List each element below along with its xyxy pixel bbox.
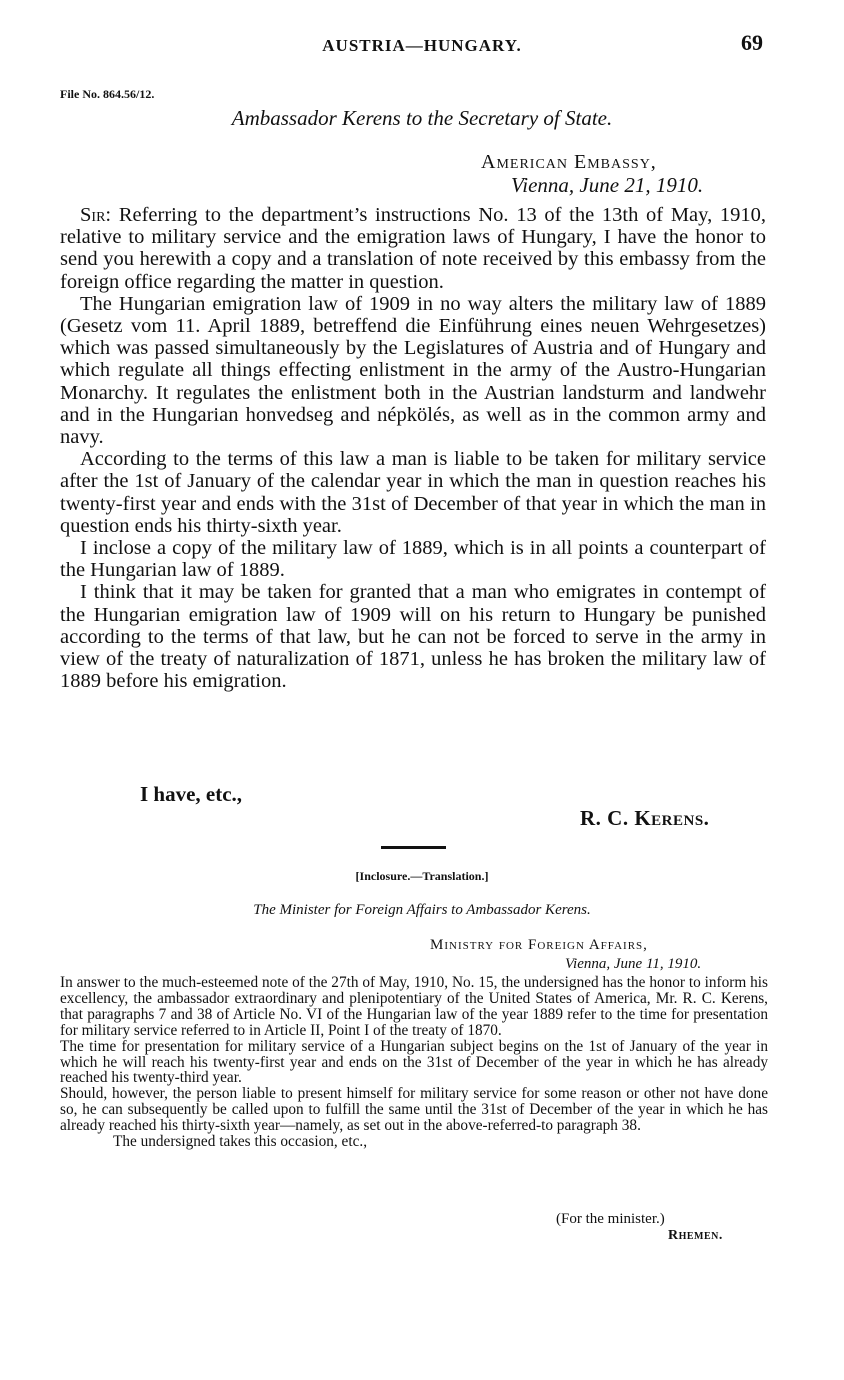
letter-paragraph-text: Referring to the department’s instructions No. 13 of the 13th of May, 1910, relative to military service and the emigration laws of Hungary, I have the honor to send you herewith a copy and a translation of note received by this embassy from the foreign office regarding the matter in question. (60, 204, 767, 293)
inclosure-body (60, 975, 768, 1150)
letter-body (60, 204, 766, 692)
letter-heading: Ambassador Kerens to the Secretary of State. (231, 106, 613, 130)
inclosure-paragraph: In answer to the much-esteemed note of the 27th of May, 1910, No. 15, the undersigned has the honor to inform his excellency, the ambassador extraordinary and plenipotentiary of the United States of America, Mr. R. C. Kerens, that paragraphs 7 and 38 of Article No. VI of the Hungarian law of the year 1889 refer to the time for presentation for military service referred to in Article II, Point I of the treaty of 1870. (60, 974, 768, 1039)
letter-paragraph (60, 204, 766, 293)
inclosure-address-line2: Vienna, June 11, 1910. (565, 956, 702, 972)
letter-paragraph: I inclose a copy of the military law of 1889, which is in all points a counterpart of the Hungarian law of 1889. (60, 537, 766, 582)
salutation: Sir: (80, 204, 112, 226)
letter-paragraph: According to the terms of this law a man is liable to be taken for military service after the 1st of January of the calendar year in which the man in question reaches his twenty-first year and ends with the 31st of December of that year in which the man in question ends his thirty-sixth year. (60, 448, 766, 537)
inclosure-label: [Inclosure.—Translation.] (355, 869, 489, 883)
inclosure-paragraph: The undersigned takes this occasion, etc., (113, 1133, 368, 1151)
letter-closing: I have, etc., (140, 782, 243, 806)
page-number: 69 (741, 30, 763, 55)
inclosure-heading: The Minister for Foreign Affairs to Ambassador Kerens. (253, 902, 591, 918)
running-head: AUSTRIA—HUNGARY. (322, 36, 522, 55)
inclosure-address-line1: Ministry for Foreign Affairs, (430, 937, 648, 953)
file-number: File No. 864.56/12. (60, 87, 155, 101)
letter-paragraph: I think that it may be taken for granted that a man who emigrates in contempt of the Hungarian emigration law of 1909 will on his return to Hungary be punished according to the terms of that law, but he can not be forced to serve in the army in view of the treaty of naturalization of 1871, unless he has broken the military law of 1889 before his emigration. (60, 581, 766, 693)
inclosure-paragraph: The time for presentation for military service of a Hungarian subject begins on the 1st of January of the year in which he will reach his twenty-first year and ends on the 31st of December of the year in which he has already reached his twenty-third year. (60, 1037, 768, 1087)
letter-paragraph: The Hungarian emigration law of 1909 in no way alters the military law of 1889 (Gesetz vom 11. April 1889, betreffend die Einführung eines neuen Wehrgesetzes) which was passed simultaneously by the Legislatures of Austria and of Hungary and which regulate all things effecting enlistment in the army of the Austro-Hungarian Monarchy. It regulates the enlistment both in the Austrian landsturm and landwehr and in the Hungarian honvedseg and népkölés, as well as in the common army and navy. (60, 292, 766, 449)
letter-signature: R. C. Kerens. (580, 806, 710, 830)
letter-address-line1: American Embassy, (481, 151, 657, 173)
for-minister: (For the minister.) (556, 1211, 665, 1227)
inclosure-signature: Rhemen. (668, 1228, 723, 1243)
section-divider (381, 846, 446, 849)
letter-address-line2: Vienna, June 21, 1910. (511, 173, 704, 197)
inclosure-paragraph: Should, however, the person liable to present himself for military service for some reason or other not have done so, he can subsequently be called upon to fulfill the same until the 31st of December of the year in which he has already reached his thirty-sixth year—namely, as set out in the above-referred-to paragraph 38. (60, 1085, 768, 1135)
